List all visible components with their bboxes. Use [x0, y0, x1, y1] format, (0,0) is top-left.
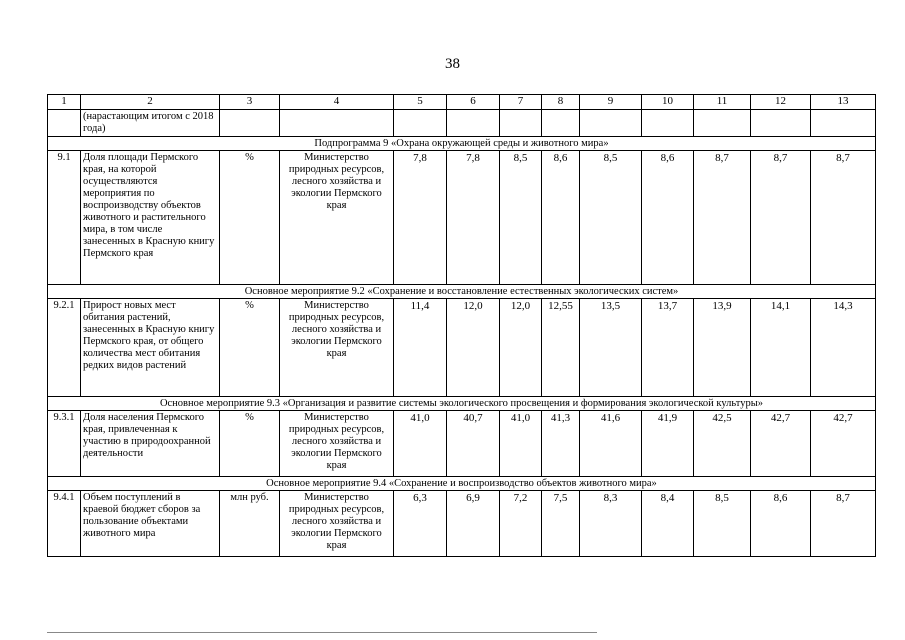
section-title: Подпрограмма 9 «Охрана окружающей среды и животного мира»	[48, 137, 876, 151]
section-title: Основное мероприятие 9.4 «Сохранение и воспроизводство объектов животного мира»	[48, 477, 876, 491]
value-cell: 41,0	[500, 411, 542, 477]
value-cell: 41,6	[580, 411, 642, 477]
value-cell: 42,7	[751, 411, 811, 477]
scan-edge-line	[47, 632, 597, 633]
value-cell: 13,9	[694, 299, 751, 397]
responsible: Министерство природных ресурсов, лесного хозяйства и экологии Пермского края	[280, 299, 394, 397]
row-number: 9.2.1	[48, 299, 81, 397]
unit: %	[220, 151, 280, 285]
page-number: 38	[445, 56, 460, 72]
value-cell: 41,0	[394, 411, 447, 477]
column-header: 3	[220, 95, 280, 110]
column-header: 11	[694, 95, 751, 110]
value-cell: 7,2	[500, 491, 542, 557]
table-row	[48, 491, 876, 557]
table-row	[48, 299, 876, 397]
column-header: 12	[751, 95, 811, 110]
value-cell: 8,3	[580, 491, 642, 557]
value-cell: 8,7	[694, 151, 751, 285]
row-number: 9.1	[48, 151, 81, 285]
unit: %	[220, 299, 280, 397]
row-number: 9.4.1	[48, 491, 81, 557]
section-title-row	[48, 397, 876, 411]
indicators-table	[47, 94, 876, 557]
value-cell: 7,8	[394, 151, 447, 285]
responsible: Министерство природных ресурсов, лесного хозяйства и экологии Пермского края	[280, 151, 394, 285]
value-cell: 42,5	[694, 411, 751, 477]
value-cell: 7,5	[542, 491, 580, 557]
table-row	[48, 151, 876, 285]
indicator-name: Объем поступлений в краевой бюджет сборов за пользование объектами животного мира	[81, 491, 220, 557]
value-cell: 14,1	[751, 299, 811, 397]
column-header: 10	[642, 95, 694, 110]
value-cell: 8,5	[694, 491, 751, 557]
value-cell: 8,6	[751, 491, 811, 557]
indicator-name: Доля площади Пермского края, на которой осуществляются мероприятия по воспроизводству объектов животного и растительного мира, в том числе занесенных в Красную книгу Пермского края	[81, 151, 220, 285]
value-cell: 8,5	[500, 151, 542, 285]
value-cell: 8,6	[642, 151, 694, 285]
value-cell: 8,5	[580, 151, 642, 285]
value-cell: 8,7	[811, 491, 876, 557]
column-header: 13	[811, 95, 876, 110]
column-header: 7	[500, 95, 542, 110]
section-title-row	[48, 285, 876, 299]
value-cell: 12,55	[542, 299, 580, 397]
unit: млн руб.	[220, 491, 280, 557]
value-cell: 8,7	[811, 151, 876, 285]
column-header: 8	[542, 95, 580, 110]
value-cell: 6,9	[447, 491, 500, 557]
value-cell: 14,3	[811, 299, 876, 397]
column-header: 9	[580, 95, 642, 110]
section-title-row	[48, 477, 876, 491]
column-header: 1	[48, 95, 81, 110]
value-cell: 8,7	[751, 151, 811, 285]
responsible: Министерство природных ресурсов, лесного хозяйства и экологии Пермского края	[280, 491, 394, 557]
table-row	[48, 411, 876, 477]
value-cell: 13,5	[580, 299, 642, 397]
column-header: 6	[447, 95, 500, 110]
row-number: 9.3.1	[48, 411, 81, 477]
indicator-name: Доля населения Пермского края, привлеченная к участию в природоохранной деятельности	[81, 411, 220, 477]
indicator-name: Прирост новых мест обитания растений, занесенных в Красную книгу Пермского края, от общего количества мест обитания редких видов растений	[81, 299, 220, 397]
continuation-text: (нарастающим итогом с 2018 года)	[81, 110, 220, 137]
value-cell: 41,9	[642, 411, 694, 477]
column-header: 2	[81, 95, 220, 110]
section-title-row	[48, 137, 876, 151]
column-header: 5	[394, 95, 447, 110]
value-cell: 8,6	[542, 151, 580, 285]
column-number-row	[48, 95, 876, 110]
value-cell: 7,8	[447, 151, 500, 285]
value-cell: 13,7	[642, 299, 694, 397]
continuation-row	[48, 110, 876, 137]
value-cell: 42,7	[811, 411, 876, 477]
value-cell: 11,4	[394, 299, 447, 397]
value-cell: 40,7	[447, 411, 500, 477]
section-title: Основное мероприятие 9.3 «Организация и развитие системы экологического просвещения и формирования экологической культуры»	[48, 397, 876, 411]
column-header: 4	[280, 95, 394, 110]
value-cell: 6,3	[394, 491, 447, 557]
unit: %	[220, 411, 280, 477]
value-cell: 8,4	[642, 491, 694, 557]
responsible: Министерство природных ресурсов, лесного хозяйства и экологии Пермского края	[280, 411, 394, 477]
value-cell: 12,0	[500, 299, 542, 397]
value-cell: 41,3	[542, 411, 580, 477]
section-title: Основное мероприятие 9.2 «Сохранение и восстановление естественных экологических систем»	[48, 285, 876, 299]
value-cell: 12,0	[447, 299, 500, 397]
